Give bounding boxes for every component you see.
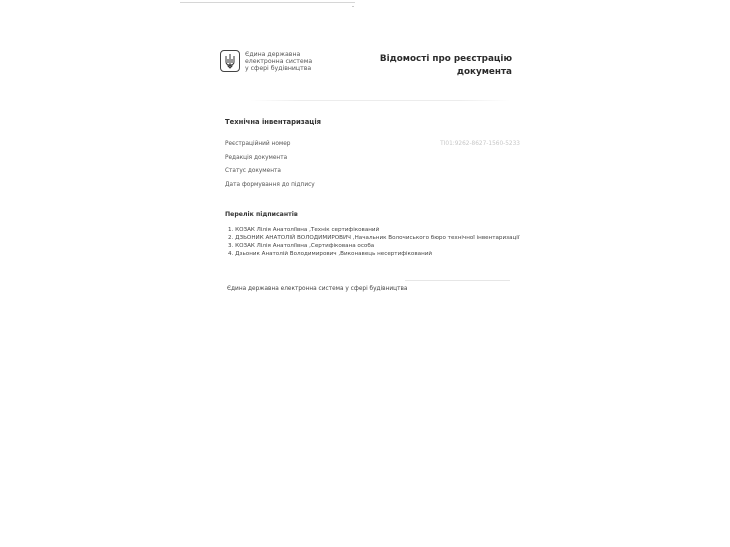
- signer-role: ,Технік сертифікований: [307, 227, 380, 233]
- signer-item: [228, 235, 519, 241]
- footer-organization: Єдина державна електронна система у сфері будівництва: [227, 286, 408, 292]
- scan-artifact-line: [180, 2, 355, 3]
- trident-coat-of-arms-icon: [220, 50, 240, 72]
- footer-divider: [405, 280, 510, 281]
- scan-artifact-dot: [352, 6, 354, 7]
- signer-item: [228, 227, 379, 233]
- signer-number: 1.: [228, 227, 234, 233]
- signer-name: ДЗЬОНИК АНАТОЛІЙ ВОЛОДИМИРОВИЧ: [235, 235, 352, 241]
- divider: [250, 100, 510, 101]
- signer-role: ,Сертифікована особа: [307, 243, 375, 249]
- signer-name: КОЗАК Лілія Анатоліївна: [235, 243, 308, 249]
- signer-role: ,Начальник Волочиського бюро технічної інвентаризації: [351, 235, 520, 241]
- field-label-formation-date: Дата формування до підпису: [225, 182, 315, 188]
- signers-heading: Перелік підписантів: [225, 211, 298, 218]
- signer-name: Дзьоник Анатолій Володимирович: [235, 251, 337, 257]
- signer-number: 4.: [228, 251, 234, 257]
- field-label-registration-number: Реєстраційний номер: [225, 141, 291, 147]
- org-name-line-1: Єдина державна: [245, 51, 301, 58]
- org-name-line-2: електронна система: [245, 58, 313, 65]
- signer-name: КОЗАК Лілія Анатоліївна: [235, 227, 308, 233]
- document-title: [360, 53, 512, 79]
- signer-number: 3.: [228, 243, 234, 249]
- document-title-line-2: документа: [456, 67, 512, 77]
- field-value-registration-number: TI01:9262-8627-1560-5233: [440, 141, 520, 147]
- section-heading: Технічна інвентаризація: [225, 118, 322, 126]
- signer-number: 2.: [228, 235, 234, 241]
- field-label-document-status: Статус документа: [225, 168, 281, 174]
- organization-name: [245, 51, 312, 72]
- signer-item: [228, 251, 432, 257]
- org-name-line-3: у сфері будівництва: [245, 65, 312, 72]
- signer-item: [228, 243, 374, 249]
- signer-role: ,Виконавець несертифікований: [336, 251, 432, 257]
- document-title-line-1: Відомості про реєстрацію: [379, 54, 512, 64]
- field-label-document-revision: Редакція документа: [225, 155, 288, 161]
